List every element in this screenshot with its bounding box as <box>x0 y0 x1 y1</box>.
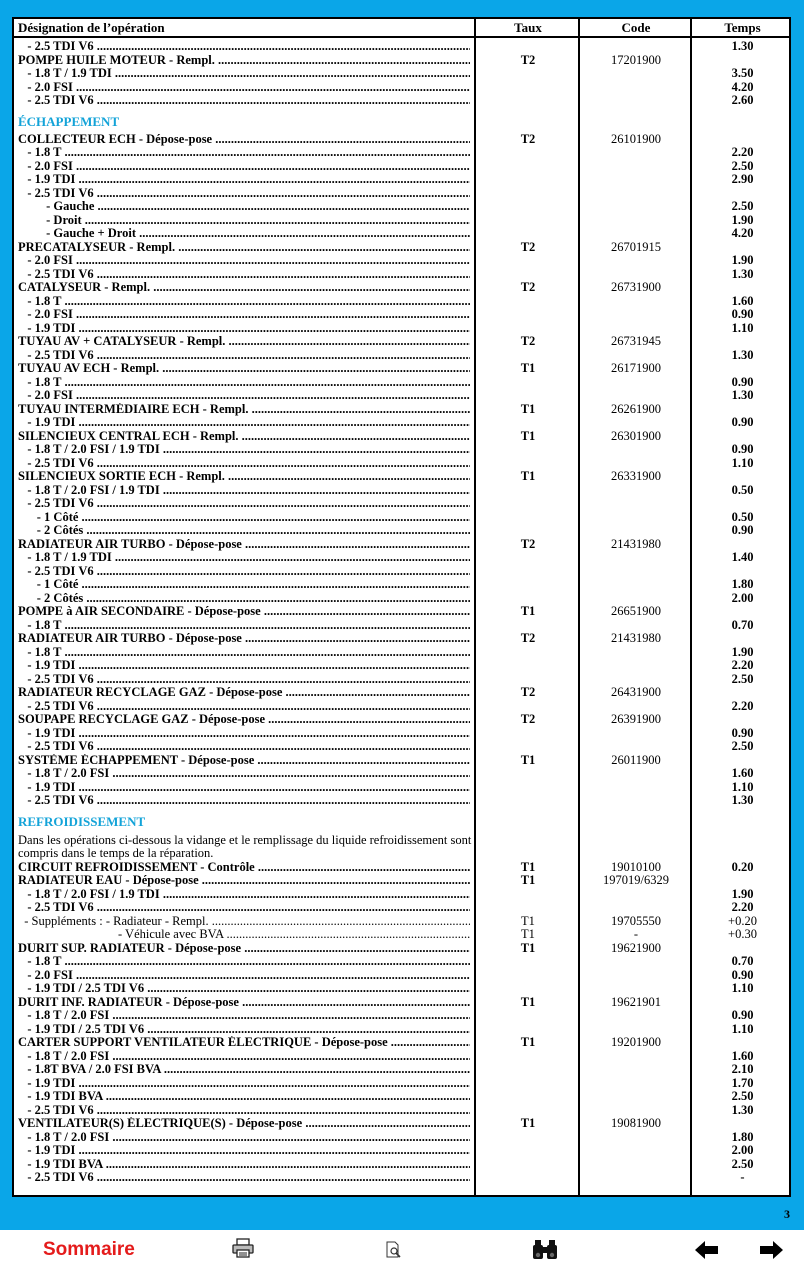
operation-code: 21431980 <box>611 536 661 551</box>
operation-taux: T1 <box>520 994 536 1009</box>
operation-designation: - 1.8T BVA / 2.0 FSI BVA ..... <box>18 1063 470 1077</box>
operations-table <box>12 17 791 1197</box>
operation-taux: T2 <box>520 280 536 294</box>
table-row <box>14 524 789 538</box>
operation-temps: 1.40 <box>731 550 754 564</box>
section-note: Dans les opérations ci-dessous la vidange et le remplissage du liquide refroidissement sont compris dans le temps de la réparation. <box>18 832 472 860</box>
table-row <box>14 1009 789 1023</box>
binoculars-icon[interactable] <box>532 1239 558 1266</box>
operation-temps: 1.90 <box>731 886 754 901</box>
table-row <box>14 54 789 68</box>
operation-temps: 2.00 <box>731 1143 754 1157</box>
operation-taux: T2 <box>520 712 536 726</box>
operation-code: 26101900 <box>611 131 661 146</box>
table-row <box>14 457 789 471</box>
operation-taux: T1 <box>520 428 536 443</box>
operation-taux: T2 <box>520 52 536 67</box>
operation-code: 26391900 <box>611 712 661 726</box>
operation-temps: 2.20 <box>731 900 754 914</box>
operation-taux: T1 <box>520 940 536 955</box>
table-row <box>14 67 789 81</box>
operation-designation: - 1.9 TDI ..... <box>18 322 470 336</box>
table-row <box>14 1131 789 1145</box>
table-row <box>14 430 789 444</box>
operation-designation: - 2.5 TDI V6 ..... <box>18 94 470 108</box>
operation-temps: 0.50 <box>731 482 754 497</box>
operation-temps: 4.20 <box>731 226 754 240</box>
table-row <box>14 227 789 241</box>
operation-designation: - Véhicule avec BVA ..... <box>18 928 470 942</box>
operation-temps: 2.20 <box>731 658 754 672</box>
operation-code: 19621901 <box>611 994 661 1009</box>
operation-temps: 1.30 <box>731 39 754 53</box>
operation-designation: - 2.0 FSI ..... <box>18 81 470 95</box>
table-row <box>14 1090 789 1104</box>
operation-temps: 0.90 <box>731 1008 754 1022</box>
operation-designation: - 1.8 T / 2.0 FSI / 1.9 TDI ..... <box>18 888 470 902</box>
operation-temps: 0.90 <box>731 415 754 429</box>
table-row <box>14 1077 789 1091</box>
operation-temps: 0.70 <box>731 617 754 632</box>
operation-code: 26731945 <box>611 334 661 348</box>
operation-designation: - 1.8 T ..... <box>18 295 470 309</box>
table-row <box>14 565 789 579</box>
table-row <box>14 1158 789 1172</box>
table-row <box>14 1036 789 1050</box>
operation-designation: - 1.8 T / 1.9 TDI ..... <box>18 551 470 565</box>
table-row <box>14 619 789 633</box>
table-row <box>14 713 789 727</box>
operation-designation: - 2.5 TDI V6 ..... <box>18 700 470 714</box>
operation-designation: - 1.8 T ..... <box>18 146 470 160</box>
operation-taux: T1 <box>521 927 535 941</box>
operation-designation: - 1.9 TDI ..... <box>18 416 470 430</box>
operation-temps: 2.50 <box>731 158 754 173</box>
operation-taux: T1 <box>520 1116 536 1130</box>
table-row <box>14 40 789 54</box>
zoom-page-icon[interactable] <box>385 1241 403 1264</box>
operation-designation: TUYAU AV + CATALYSEUR - Rempl. ..... <box>18 335 470 349</box>
operation-taux: T1 <box>520 859 536 874</box>
table-row <box>14 1063 789 1077</box>
operation-designation: - 2.5 TDI V6 ..... <box>18 794 470 808</box>
header-code: Code <box>621 20 651 35</box>
operation-code: 26331900 <box>611 469 661 483</box>
table-row <box>14 888 789 902</box>
table-row <box>14 1171 789 1185</box>
operation-designation: - 2.0 FSI ..... <box>18 389 470 403</box>
operation-temps: 0.20 <box>731 859 754 874</box>
operation-taux: T2 <box>520 631 536 645</box>
operation-code: 19705550 <box>611 913 661 928</box>
operation-temps: +0.20 <box>728 913 757 928</box>
operation-designation: - 1.9 TDI BVA ..... <box>18 1158 470 1172</box>
operation-temps: 1.60 <box>731 766 754 780</box>
operation-code: 19010100 <box>611 859 661 874</box>
table-row <box>14 955 789 969</box>
operation-code: 26301900 <box>611 428 661 443</box>
table-row <box>14 740 789 754</box>
operation-designation: - 2.5 TDI V6 ..... <box>18 457 470 471</box>
operation-code: 19201900 <box>611 1035 661 1049</box>
operation-temps: 1.30 <box>731 266 754 281</box>
operation-temps: 1.30 <box>731 1102 754 1117</box>
operation-temps: 1.10 <box>731 455 754 470</box>
operation-designation: - 1.9 TDI ..... <box>18 727 470 741</box>
table-row <box>14 403 789 417</box>
operation-taux: T2 <box>520 536 536 551</box>
table-row <box>14 1023 789 1037</box>
operation-temps: 0.90 <box>731 523 754 537</box>
table-row <box>14 281 789 295</box>
table-row <box>14 874 789 888</box>
operation-code: 17201900 <box>611 52 661 67</box>
operation-designation: - 1.8 T / 1.9 TDI ..... <box>18 67 470 81</box>
table-row <box>14 497 789 511</box>
operation-temps: 2.60 <box>731 93 754 107</box>
operation-designation: RADIATEUR EAU - Dépose-pose ..... <box>18 874 470 888</box>
table-row <box>14 81 789 95</box>
operation-temps: 2.50 <box>731 1089 754 1103</box>
operation-designation: - 1.9 TDI BVA ..... <box>18 1090 470 1104</box>
section-title: ÉCHAPPEMENT <box>18 113 120 129</box>
table-row <box>14 592 789 606</box>
operation-taux: T2 <box>520 334 536 348</box>
table-row <box>14 94 789 108</box>
operation-designation: - 2 Côtés ..... <box>18 524 470 538</box>
operation-designation: VENTILATEUR(S) ÉLECTRIQUE(S) - Dépose-pose ..... <box>18 1117 470 1131</box>
operation-designation: SILENCIEUX SORTIE ECH - Rempl. ..... <box>18 470 470 484</box>
operation-temps: 1.90 <box>731 644 754 659</box>
operation-designation: - 2.5 TDI V6 ..... <box>18 349 470 363</box>
operation-temps: 0.90 <box>731 374 754 389</box>
table-row <box>14 605 789 619</box>
table-row <box>14 470 789 484</box>
operation-temps: 0.50 <box>731 509 754 524</box>
table-row <box>14 996 789 1010</box>
operation-code: 26011900 <box>611 752 661 767</box>
page-number: 3 <box>784 1207 790 1221</box>
table-row <box>14 982 789 996</box>
operation-designation: - 1.8 T / 2.0 FSI ..... <box>18 767 470 781</box>
table-row <box>14 794 789 808</box>
operation-temps: 2.50 <box>731 199 754 213</box>
operation-temps: 2.50 <box>731 671 754 686</box>
table-row <box>14 632 789 646</box>
table-row <box>14 781 789 795</box>
table-row <box>14 767 789 781</box>
header-designation: Désignation de l’opération <box>18 20 165 35</box>
operation-temps: 0.70 <box>731 954 754 968</box>
table-row <box>14 686 789 700</box>
operation-designation: RADIATEUR AIR TURBO - Dépose-pose ..... <box>18 538 470 552</box>
table-row <box>14 727 789 741</box>
header-temps: Temps <box>724 20 761 35</box>
operation-designation: CATALYSEUR - Rempl. ..... <box>18 281 470 295</box>
operation-temps: 1.30 <box>731 793 754 807</box>
table-row <box>14 295 789 309</box>
table-row <box>14 551 789 565</box>
table-row <box>14 901 789 915</box>
table-row <box>14 133 789 147</box>
operation-temps: 2.00 <box>731 590 754 605</box>
table-row <box>14 173 789 187</box>
operation-taux: T2 <box>520 685 536 699</box>
table-row <box>14 1050 789 1064</box>
section-title: REFROIDISSEMENT <box>18 813 146 829</box>
operation-designation: SOUPAPE RECYCLAGE GAZ - Dépose-pose ..... <box>18 713 470 727</box>
operation-temps: 1.10 <box>731 320 754 335</box>
operation-temps: - <box>740 1170 745 1184</box>
operation-temps: 0.90 <box>731 725 754 740</box>
operation-taux: T1 <box>520 361 536 375</box>
operation-designation: - 2.0 FSI ..... <box>18 308 470 322</box>
operation-designation: TUYAU INTERMÉDIAIRE ECH - Rempl. ..... <box>18 403 470 417</box>
operation-designation: - 2.5 TDI V6 ..... <box>18 497 470 511</box>
operation-taux: T1 <box>520 873 536 887</box>
operation-designation: CIRCUIT REFROIDISSEMENT - Contrôle ..... <box>18 861 470 875</box>
operation-designation: - 1.8 T / 2.0 FSI ..... <box>18 1050 470 1064</box>
operation-code: - <box>633 927 639 941</box>
operation-code: 26431900 <box>611 685 661 699</box>
operation-temps: 2.20 <box>731 145 754 159</box>
operation-designation: - 1.8 T / 2.0 FSI ..... <box>18 1009 470 1023</box>
operation-designation: TUYAU AV ECH - Rempl. ..... <box>18 362 470 376</box>
operation-temps: 2.90 <box>731 172 754 186</box>
operation-designation: - 1.8 T / 2.0 FSI ..... <box>18 1131 470 1145</box>
operation-designation: - Gauche ..... <box>18 200 470 214</box>
operation-designation: - 1.9 TDI / 2.5 TDI V6 ..... <box>18 1023 470 1037</box>
operation-designation: - 1 Côté ..... <box>18 511 470 525</box>
table-row <box>14 861 789 875</box>
operation-designation: - 2.0 FSI ..... <box>18 160 470 174</box>
table-row <box>14 538 789 552</box>
operation-taux: T1 <box>520 401 536 416</box>
operation-designation: - 1.9 TDI ..... <box>18 781 470 795</box>
operation-temps: 2.50 <box>731 1156 754 1171</box>
table-row <box>14 915 789 929</box>
operation-temps: 4.20 <box>731 79 754 94</box>
operation-code: 19081900 <box>611 1116 661 1130</box>
operation-taux: T1 <box>520 469 536 483</box>
operation-designation: DURIT INF. RADIATEUR - Dépose-pose ..... <box>18 996 470 1010</box>
table-row <box>14 214 789 228</box>
table-row <box>14 942 789 956</box>
operation-temps: 0.90 <box>731 967 754 982</box>
operation-designation: COLLECTEUR ECH - Dépose-pose ..... <box>18 133 470 147</box>
table-row <box>14 160 789 174</box>
operation-designation: - 2.5 TDI V6 ..... <box>18 740 470 754</box>
table-row <box>14 322 789 336</box>
operation-designation: - 1.9 TDI ..... <box>18 1144 470 1158</box>
table-row <box>14 511 789 525</box>
table-row <box>14 969 789 983</box>
table-row <box>14 1117 789 1131</box>
operation-temps: +0.30 <box>728 927 757 941</box>
operation-temps: 3.50 <box>731 66 754 80</box>
table-row <box>14 241 789 255</box>
table-row <box>14 928 789 942</box>
operation-designation: - 1.8 T ..... <box>18 376 470 390</box>
table-row <box>14 1104 789 1118</box>
operation-designation: - 1.9 TDI ..... <box>18 1077 470 1091</box>
table-row <box>14 673 789 687</box>
operation-temps: 1.70 <box>731 1075 754 1090</box>
operation-designation: - Suppléments : - Radiateur - Rempl. ..... <box>18 915 470 929</box>
operation-designation: - 1.8 T / 2.0 FSI / 1.9 TDI ..... <box>18 484 470 498</box>
table-row <box>14 362 789 376</box>
operation-temps: 1.60 <box>731 1048 754 1063</box>
table-row <box>14 389 789 403</box>
operation-code: 26731900 <box>611 280 661 294</box>
operation-designation: POMPE HUILE MOTEUR - Rempl. ..... <box>18 54 470 68</box>
operation-designation: - 1.8 T ..... <box>18 646 470 660</box>
operation-designation: RADIATEUR RECYCLAGE GAZ - Dépose-pose ..... <box>18 686 470 700</box>
arrow-left-icon[interactable] <box>695 1241 719 1264</box>
table-row <box>14 268 789 282</box>
operation-code: 26261900 <box>611 401 661 416</box>
arrow-right-icon[interactable] <box>759 1241 783 1264</box>
operation-temps: 1.10 <box>731 981 754 995</box>
operation-designation: - 2.5 TDI V6 ..... <box>18 901 470 915</box>
table-row <box>14 376 789 390</box>
table-row <box>14 349 789 363</box>
operation-designation: - 1 Côté ..... <box>18 578 470 592</box>
operation-taux: T2 <box>520 131 536 146</box>
operation-designation: - 2.5 TDI V6 ..... <box>18 673 470 687</box>
table-row <box>14 754 789 768</box>
table-row <box>14 700 789 714</box>
operation-code: 26171900 <box>611 361 661 375</box>
operation-designation: RADIATEUR AIR TURBO - Dépose-pose ..... <box>18 632 470 646</box>
table-row <box>14 1144 789 1158</box>
operation-temps: 1.30 <box>731 347 754 362</box>
operation-designation: DURIT SUP. RADIATEUR - Dépose-pose ..... <box>18 942 470 956</box>
operation-code: 26701915 <box>611 239 661 254</box>
footer-nav <box>0 1230 804 1271</box>
operation-temps: 1.30 <box>731 388 754 402</box>
operation-taux: T1 <box>520 752 536 767</box>
operation-designation: - 2.0 FSI ..... <box>18 969 470 983</box>
table-row <box>14 254 789 268</box>
operation-temps: 1.10 <box>731 779 754 794</box>
operation-taux: T1 <box>520 1035 536 1049</box>
operation-designation: - 1.8 T ..... <box>18 619 470 633</box>
operation-designation: - 2 Côtés ..... <box>18 592 470 606</box>
operation-designation: - 1.8 T / 2.0 FSI / 1.9 TDI ..... <box>18 443 470 457</box>
operation-temps: 2.20 <box>731 698 754 713</box>
operation-designation: - 2.5 TDI V6 ..... <box>18 1171 470 1185</box>
operation-temps: 1.90 <box>731 253 754 267</box>
operation-taux: T1 <box>520 604 536 618</box>
operation-designation: - 1.9 TDI / 2.5 TDI V6 ..... <box>18 982 470 996</box>
header-taux: Taux <box>514 20 542 35</box>
operation-temps: 1.90 <box>731 212 754 227</box>
operation-temps: 0.90 <box>731 307 754 321</box>
operation-taux: T1 <box>521 913 535 928</box>
table-row <box>14 416 789 430</box>
operation-designation: - 2.5 TDI V6 ..... <box>18 268 470 282</box>
operation-designation: POMPE à AIR SECONDAIRE - Dépose-pose ..... <box>18 605 470 619</box>
operation-designation: - Droit ..... <box>18 214 470 228</box>
table-row <box>14 443 789 457</box>
printer-icon[interactable] <box>232 1238 254 1263</box>
operation-designation: - 1.9 TDI ..... <box>18 173 470 187</box>
operation-designation: - 2.5 TDI V6 ..... <box>18 565 470 579</box>
operation-code: 21431980 <box>611 631 661 645</box>
operation-designation: - 2.5 TDI V6 ..... <box>18 40 470 54</box>
operation-designation: - 2.0 FSI ..... <box>18 254 470 268</box>
operation-designation: - 2.5 TDI V6 ..... <box>18 187 470 201</box>
operation-designation: - 2.5 TDI V6 ..... <box>18 1104 470 1118</box>
operation-code: 26651900 <box>611 604 661 618</box>
table-row <box>14 484 789 498</box>
header-divider <box>14 36 789 38</box>
operation-designation: CARTER SUPPORT VENTILATEUR ÉLECTRIQUE - Dépose-pose ..... <box>18 1036 470 1050</box>
operation-temps: 0.90 <box>731 442 754 456</box>
table-row <box>14 308 789 322</box>
table-row <box>14 646 789 660</box>
table-row <box>14 146 789 160</box>
table-row <box>14 578 789 592</box>
operation-code: 197019/6329 <box>603 873 669 887</box>
operation-temps: 2.50 <box>731 739 754 753</box>
operation-designation: - 1.9 TDI ..... <box>18 659 470 673</box>
table-row <box>14 200 789 214</box>
operation-taux: T2 <box>520 239 536 254</box>
operation-temps: 1.60 <box>731 293 754 308</box>
operation-temps: 1.80 <box>731 577 754 591</box>
operation-temps: 1.80 <box>731 1129 754 1144</box>
table-row <box>14 187 789 201</box>
table-row <box>14 659 789 673</box>
operation-designation: SILENCIEUX CENTRAL ECH - Rempl. ..... <box>18 430 470 444</box>
operation-temps: 1.10 <box>731 1021 754 1036</box>
operation-designation: - Gauche + Droit ..... <box>18 227 470 241</box>
operation-temps: 2.10 <box>731 1062 754 1076</box>
table-row <box>14 335 789 349</box>
sommaire-link[interactable]: Sommaire <box>43 1239 135 1260</box>
operation-designation: PRECATALYSEUR - Rempl. ..... <box>18 241 470 255</box>
operation-code: 19621900 <box>611 940 661 955</box>
operation-designation: - 1.8 T ..... <box>18 955 470 969</box>
operation-designation: SYSTÈME ÉCHAPPEMENT - Dépose-pose ..... <box>18 754 470 768</box>
